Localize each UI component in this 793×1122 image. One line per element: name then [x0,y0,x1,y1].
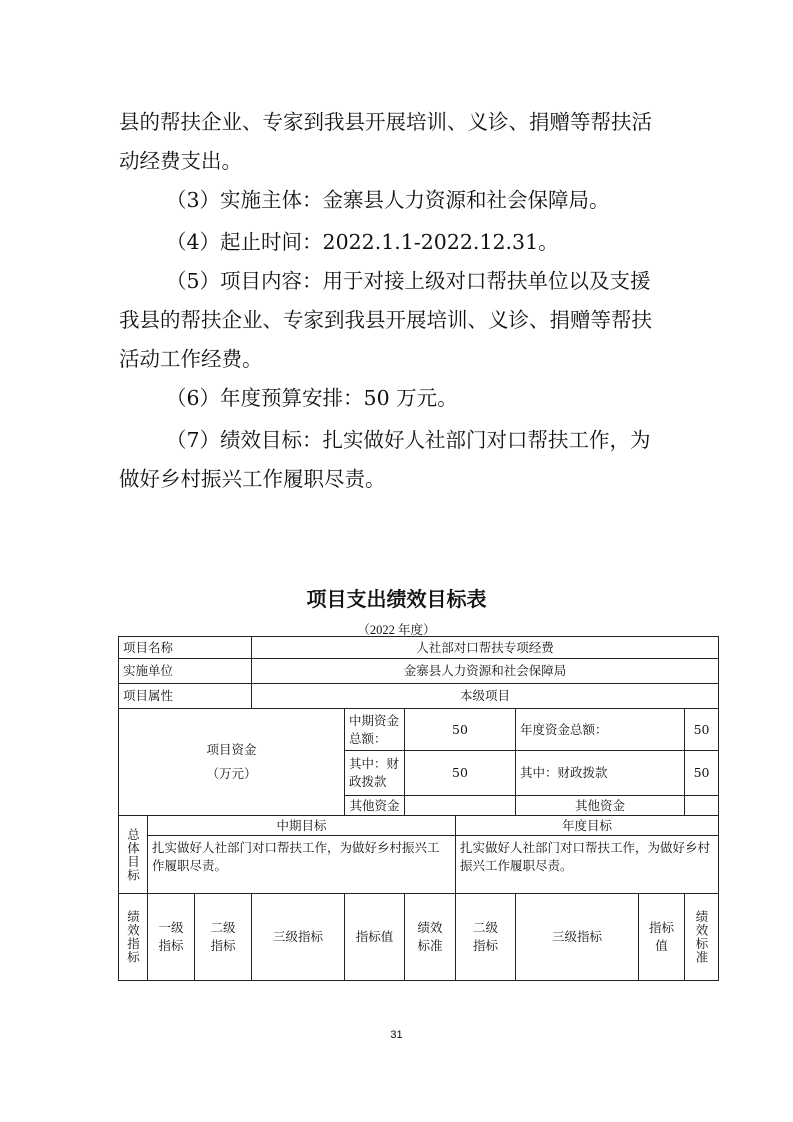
project-attribute-value: 本级项目 [252,684,719,709]
body-paragraph-line: 活动工作经费。 [119,347,263,371]
table-year: （2022 年度） [357,623,436,637]
body-paragraph-line: （4）起止时间：2022.1.1-2022.12.31。 [166,230,559,254]
performance-indicator-label: 绩效指标 [119,894,148,981]
body-paragraph-line: （3）实施主体：金寨县人力资源和社会保障局。 [166,188,610,212]
project-attribute-label: 项目属性 [119,684,252,709]
mid-goal-text: 扎实做好人社部门对口帮扶工作，为做好乡村振兴工作履职尽责。 [148,836,456,894]
implementing-unit-label: 实施单位 [119,659,252,684]
mid-other-funds-value [405,796,516,816]
mid-fiscal-value: 50 [405,751,516,796]
body-paragraph-line: 动经费支出。 [119,149,242,173]
year-total-label: 年度资金总额： [516,709,685,751]
year-other-funds-label: 其他资金 [516,796,685,816]
funds-unit-text: （万元） [206,766,257,781]
funds-label-text: 项目资金 [206,742,257,757]
level3-indicator-header: 三级指标 [252,894,345,981]
table-title: 项目支出绩效目标表 [306,587,487,611]
overall-goal-label: 总体目标 [119,816,148,894]
body-paragraph-line: 做好乡村振兴工作履职尽责。 [119,467,386,491]
body-paragraph-line: （5）项目内容：用于对接上级对口帮扶单位以及支援 [166,269,651,293]
year-goal-text: 扎实做好人社部门对口帮扶工作，为做好乡村振兴工作履职尽责。 [456,836,719,894]
project-funds-label [119,709,345,816]
project-name-label: 项目名称 [119,637,252,659]
level2-indicator-header: 二级指标 [195,894,252,981]
body-paragraph-line: （7）绩效目标：扎实做好人社部门对口帮扶工作，为 [166,428,651,452]
body-paragraph-line: 我县的帮扶企业、专家到我县开展培训、义诊、捐赠等帮扶 [119,308,652,332]
indicator-value-header: 指标值 [345,894,405,981]
year-performance-standard-header: 绩效标准 [685,894,719,981]
mid-total-value: 50 [405,709,516,751]
level1-indicator-header: 一级指标 [148,894,195,981]
body-paragraph-line: 县的帮扶企业、专家到我县开展培训、义诊、捐赠等帮扶活 [119,110,652,134]
year-fiscal-value: 50 [685,751,719,796]
mid-total-label: 中期资金总额： [345,709,405,751]
performance-standard-header: 绩效标准 [405,894,456,981]
mid-other-funds-label: 其他资金 [345,796,405,816]
year-level2-indicator-header: 二级指标 [456,894,516,981]
body-paragraph-line: （6）年度预算安排：50 万元。 [166,386,458,410]
mid-goal-header: 中期目标 [148,816,456,836]
year-total-value: 50 [685,709,719,751]
mid-fiscal-label: 其中：财政拨款 [345,751,405,796]
year-other-funds-value [685,796,719,816]
year-goal-header: 年度目标 [456,816,719,836]
year-fiscal-label: 其中：财政拨款 [516,751,685,796]
implementing-unit-value: 金寨县人力资源和社会保障局 [252,659,719,684]
performance-target-table [118,636,719,981]
year-indicator-value-header: 指标值 [639,894,685,981]
year-level3-indicator-header: 三级指标 [516,894,639,981]
page-number: 31 [390,1029,403,1041]
project-name-value: 人社部对口帮扶专项经费 [252,637,719,659]
